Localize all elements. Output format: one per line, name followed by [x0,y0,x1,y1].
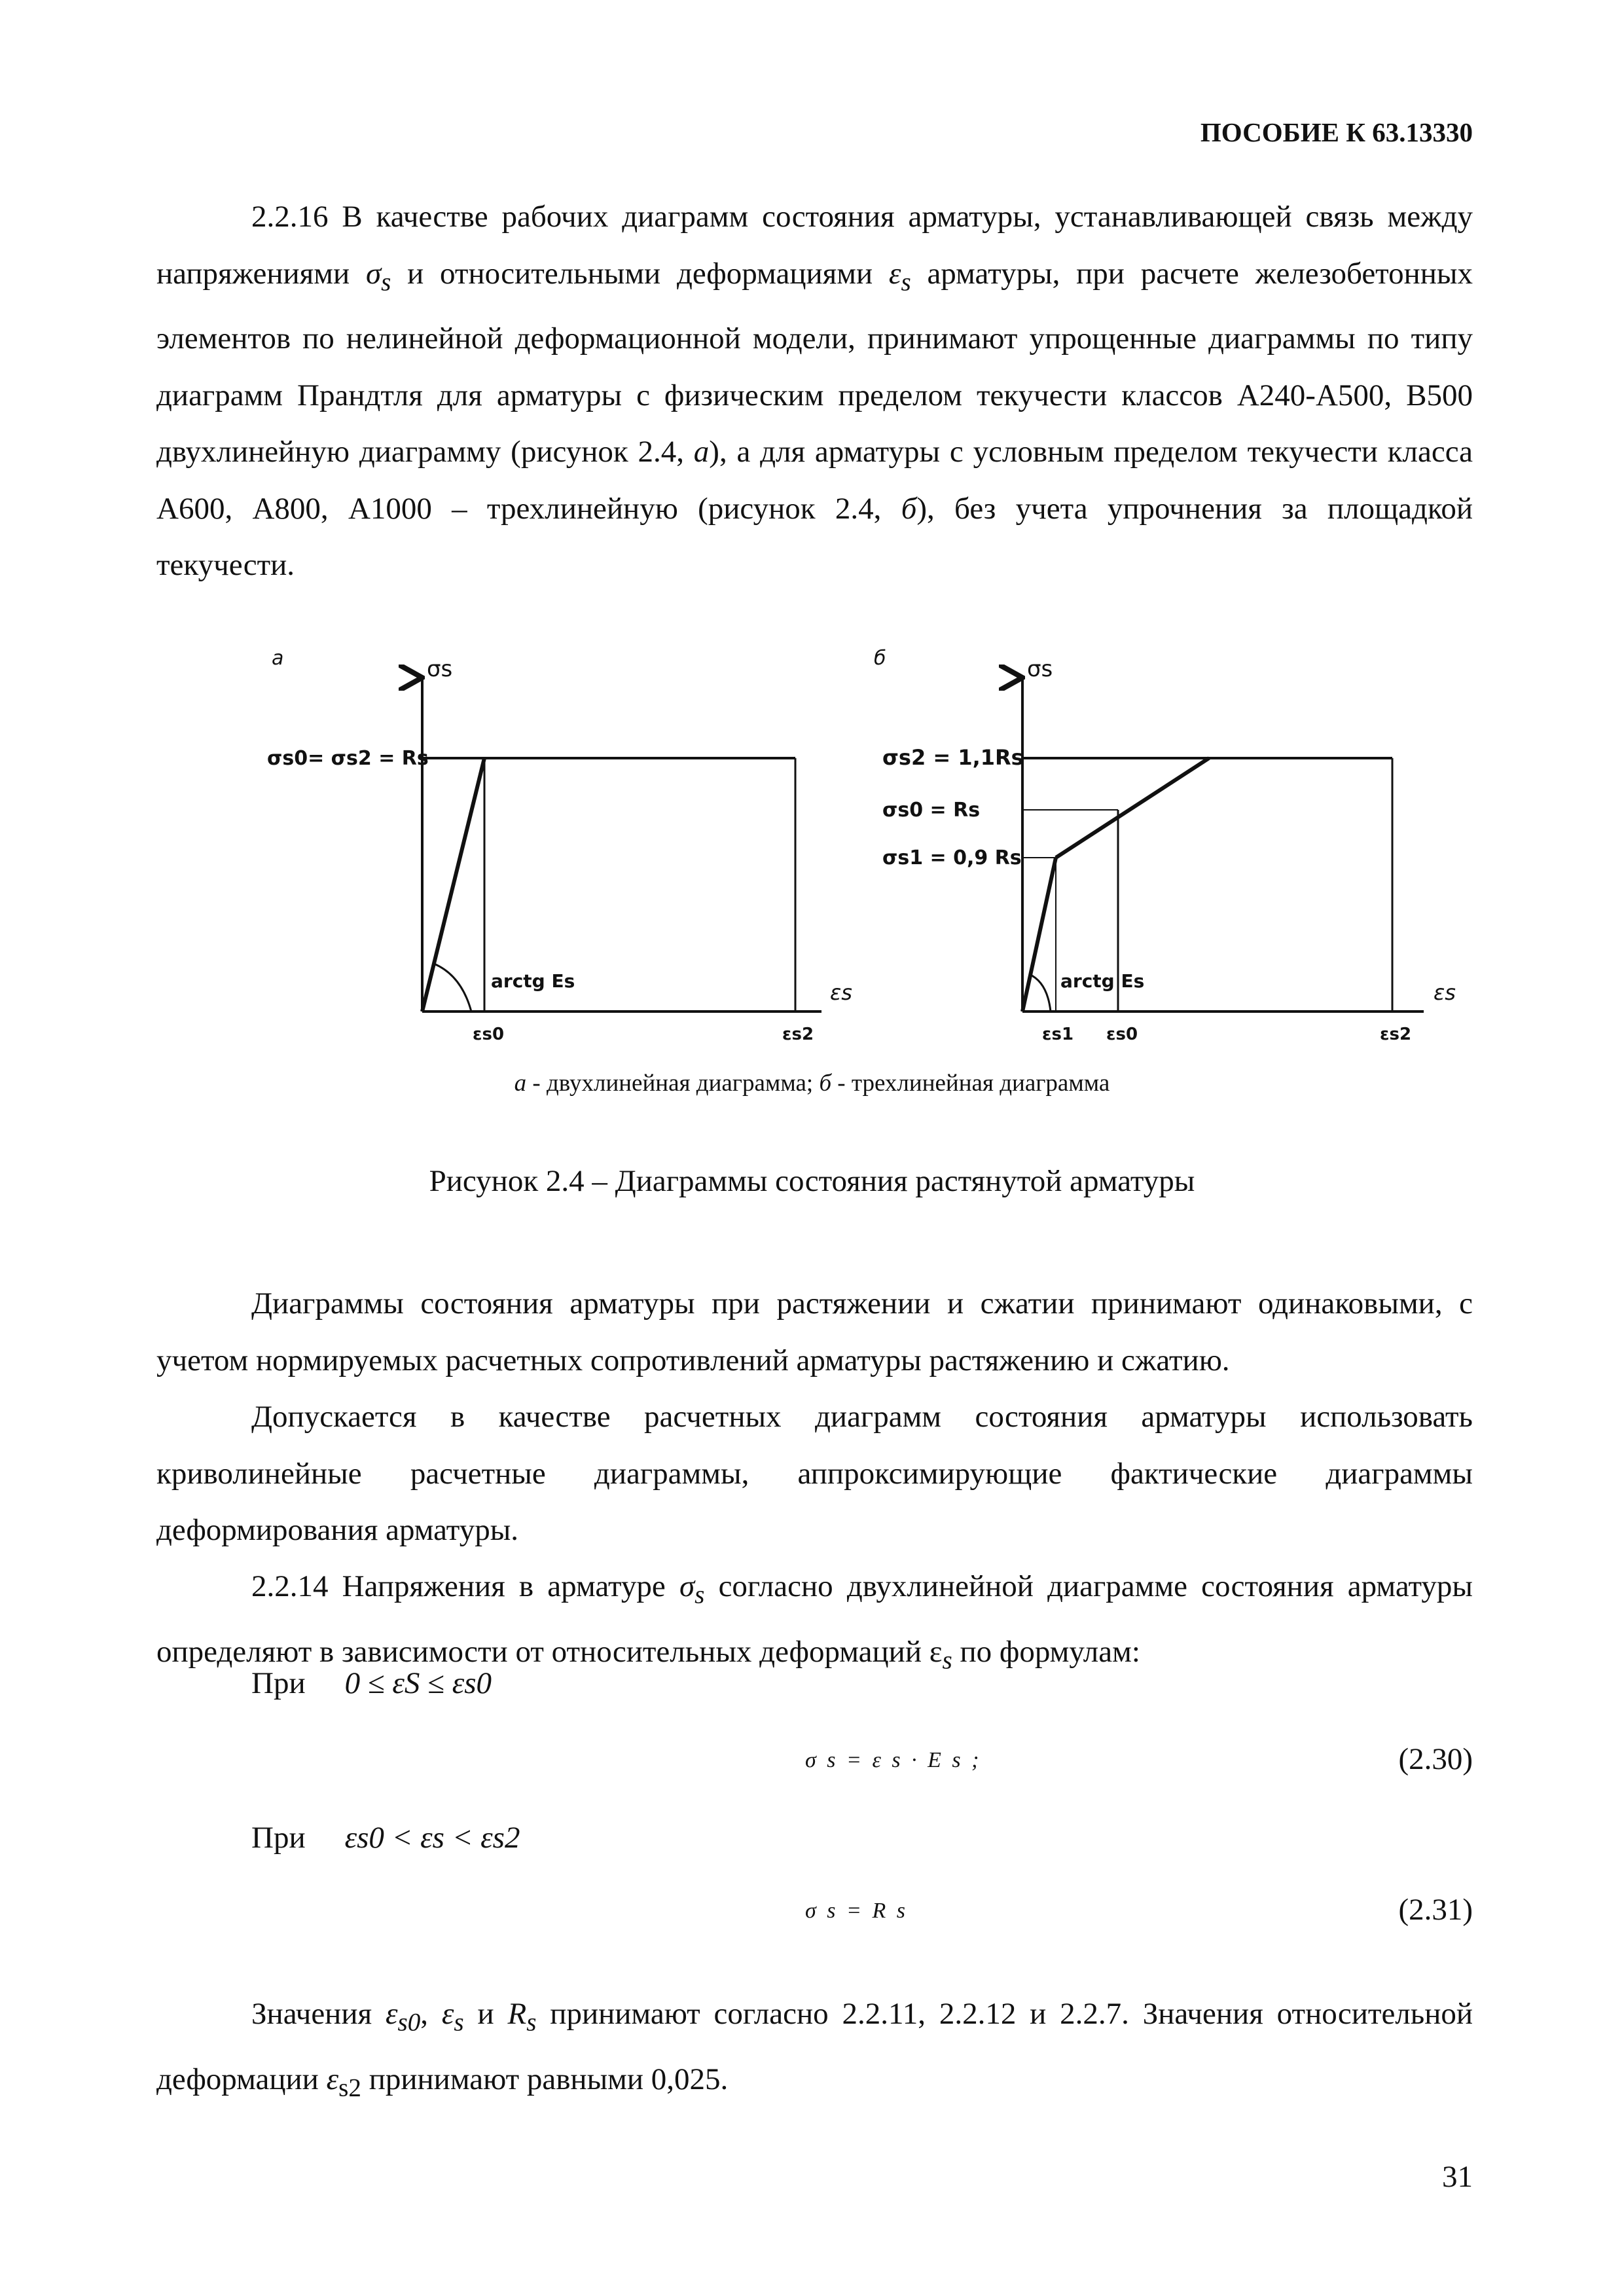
equation-number-2-30: (2.30) [1398,1742,1473,1776]
diagram-a-y-label: σs [427,656,453,682]
paragraph-2-2-14: 2.2.14 Напряжения в арматуре $\sigma_s$ согласно двухлинейной диаграмме состояния арматуры определяют в зависимости от относительных деформаций $\varepsilon_s$ по формулам: [156,1569,1473,1675]
diagram-b-angle-label: arctg Es [1060,970,1145,992]
diagram-b-tick-es0: εs0 [1106,1025,1138,1044]
paragraph-2-2-16: 2.2.16 В качестве рабочих диаграмм состояния арматуры, устанавливающей связь между напряжениями $\sigma_s$ и относительными деформациями $\varepsilon_s$ арматуры, при расчете железобетонных элементов по нелинейной деформационной модели, принимают упрощенные диаграммы по типу диаграмм Прандтля для арматуры с физическим пределом текучести классов А240-А500, В500 двухлинейную диаграмму (рисунок 2.4, а), а для арматуры с условным пределом текучести класса А600, А800, А1000 – трехлинейную (рисунок 2.4, б), без учета упрочнения за площадкой текучести. [156,200,1473,583]
condition-2: При εs0 < εs < εs2 [251,1821,520,1855]
figure-caption: Рисунок 2.4 – Диаграммы состояния растянутой арматуры [429,1164,1195,1198]
diagram-b [874,647,1456,1044]
formula-2-30: σ s = ε s · E s ; [805,1748,982,1772]
diagram-a-level-label: σs0= σs2 = Rs [267,747,429,770]
diagram-a-label: а [272,647,284,670]
diagram-b-y-label: σs [1027,656,1053,682]
diagram-b-angle-arc [1029,974,1051,1011]
diagram-b-tick-es1: εs1 [1042,1025,1074,1044]
diagram-b-level-top: σs2 = 1,1Rs [882,745,1024,770]
formula-2-31: σ s = R s [805,1899,908,1923]
document-header: ПОСОБИЕ К 63.13330 [1200,117,1473,147]
equation-number-2-31: (2.31) [1398,1893,1473,1927]
diagram-b-label: б [874,647,886,670]
figure-2-4 [0,0,1624,1061]
diagram-b-x-label: εs [1434,980,1456,1005]
diagram-a-tick-es2: εs2 [782,1025,814,1044]
diagram-a-angle-label: arctg Es [491,970,575,992]
diagram-b-tick-es2: εs2 [1380,1025,1412,1044]
diagram-b-level-low: σs1 = 0,9 Rs [882,847,1022,869]
diagram-a-x-label: εs [830,980,852,1005]
diagram-a-angle-arc [434,964,471,1011]
figure-subcaption: а - двухлинейная диаграмма; б - трехлинейная диаграмма [514,1070,1110,1097]
diagram-b-elastic-line [1022,858,1056,1011]
diagram-a [267,647,852,1044]
paragraph-curvilinear: Допускается в качестве расчетных диаграмм состояния арматуры использовать криволинейные расчетные диаграммы, аппроксимирующие фактические диаграммы деформирования арматуры. [156,1400,1473,1547]
diagram-b-hardening-line [1056,758,1209,858]
paragraph-values: Значения $\varepsilon_{s0}$, $\varepsilon_s$ и $R_s$ принимают согласно 2.2.11, 2.2.12 и 2.2.7. Значения относительной деформации $\varepsilon_{s2}$ принимают равными 0,025. [156,1997,1473,2102]
diagram-a-elastic-line [422,758,484,1011]
paragraph-tension-compression: Диаграммы состояния арматуры при растяжении и сжатии принимают одинаковыми, с учетом нормируемых расчетных сопротивлений арматуры растяжению и сжатию. [156,1286,1473,1377]
diagram-b-level-mid: σs0 = Rs [882,799,981,822]
diagram-a-tick-es0: εs0 [473,1025,505,1044]
page-number: 31 [1442,2160,1473,2194]
condition-1: При 0 ≤ εS ≤ εs0 [251,1666,492,1700]
